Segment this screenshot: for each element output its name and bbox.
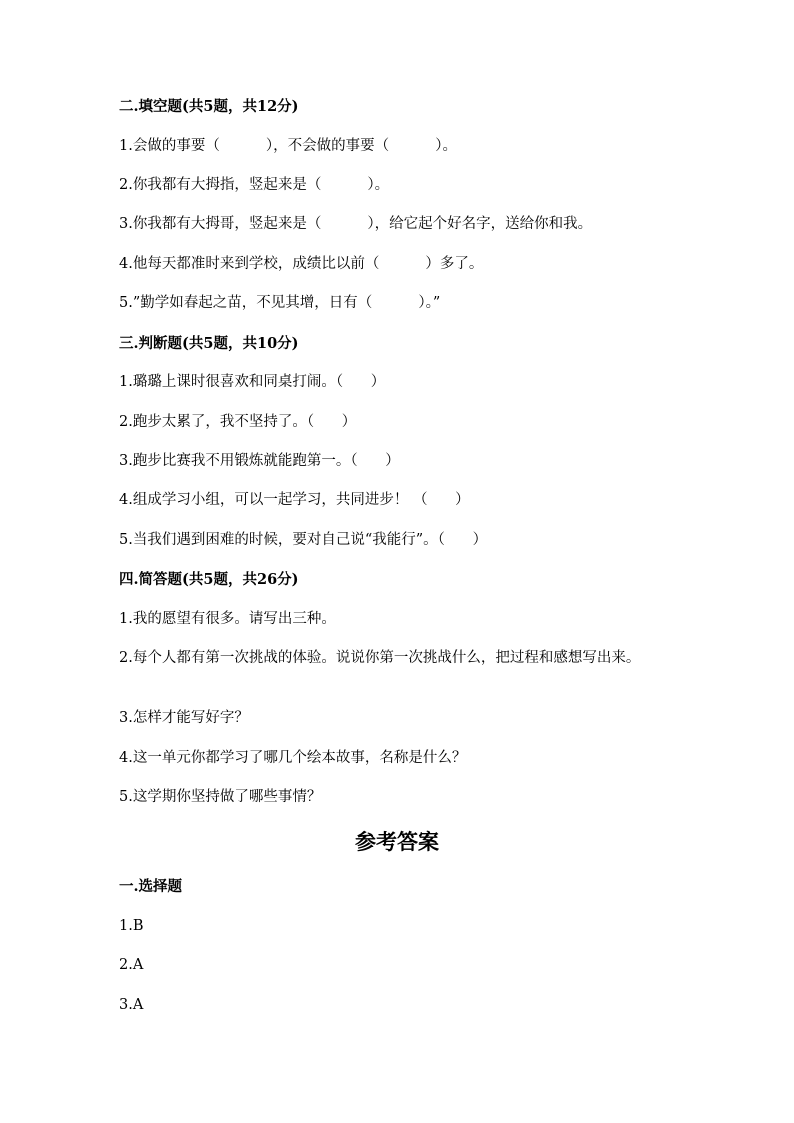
fill-blank-question-2: 2.你我都有大拇指，竖起来是（ ）。 bbox=[119, 177, 390, 193]
answer-3: 3.A bbox=[119, 997, 144, 1013]
answers-choice-heading: 一.选择题 bbox=[119, 878, 183, 895]
fill-blank-question-4: 4.他每天都准时来到学校，成绩比以前（ ）多了。 bbox=[119, 256, 484, 272]
answers-title: 参考答案 bbox=[355, 829, 439, 854]
short-answer-question-1: 1.我的愿望有很多。请写出三种。 bbox=[119, 611, 336, 627]
fill-blank-question-5: 5.”勤学如春起之苗，不见其增，日有（ ）。” bbox=[119, 295, 441, 311]
fill-blank-heading: 二.填空题(共5题，共12分) bbox=[119, 98, 299, 115]
judge-question-3: 3.跑步比赛我不用锻炼就能跑第一。（ ） bbox=[119, 453, 400, 469]
answer-1: 1.B bbox=[119, 918, 144, 934]
judge-question-1: 1.璐璐上课时很喜欢和同桌打闹。（ ） bbox=[119, 374, 386, 390]
judge-question-5: 5.当我们遇到困难的时候，要对自己说“我能行”。（ ） bbox=[119, 532, 488, 548]
short-answer-question-2: 2.每个人都有第一次挑战的体验。说说你第一次挑战什么，把过程和感想写出来。 bbox=[119, 650, 641, 666]
short-answer-question-4: 4.这一单元你都学习了哪几个绘本故事，名称是什么？ bbox=[119, 750, 467, 766]
short-answer-heading: 四.简答题(共5题，共26分) bbox=[119, 571, 299, 588]
short-answer-question-3: 3.怎样才能写好字？ bbox=[119, 710, 249, 726]
fill-blank-question-3: 3.你我都有大拇哥，竖起来是（ ），给它起个好名字，送给你和我。 bbox=[119, 216, 593, 232]
judge-question-4: 4.组成学习小组，可以一起学习，共同进步！ （ ） bbox=[119, 492, 470, 508]
fill-blank-question-1: 1.会做的事要（ ），不会做的事要（ ）。 bbox=[119, 138, 458, 154]
short-answer-question-5: 5.这学期你坚持做了哪些事情？ bbox=[119, 789, 322, 805]
answer-2: 2.A bbox=[119, 957, 144, 973]
judge-question-2: 2.跑步太累了，我不坚持了。（ ） bbox=[119, 414, 357, 430]
judge-heading: 三.判断题(共5题，共10分) bbox=[119, 335, 299, 352]
